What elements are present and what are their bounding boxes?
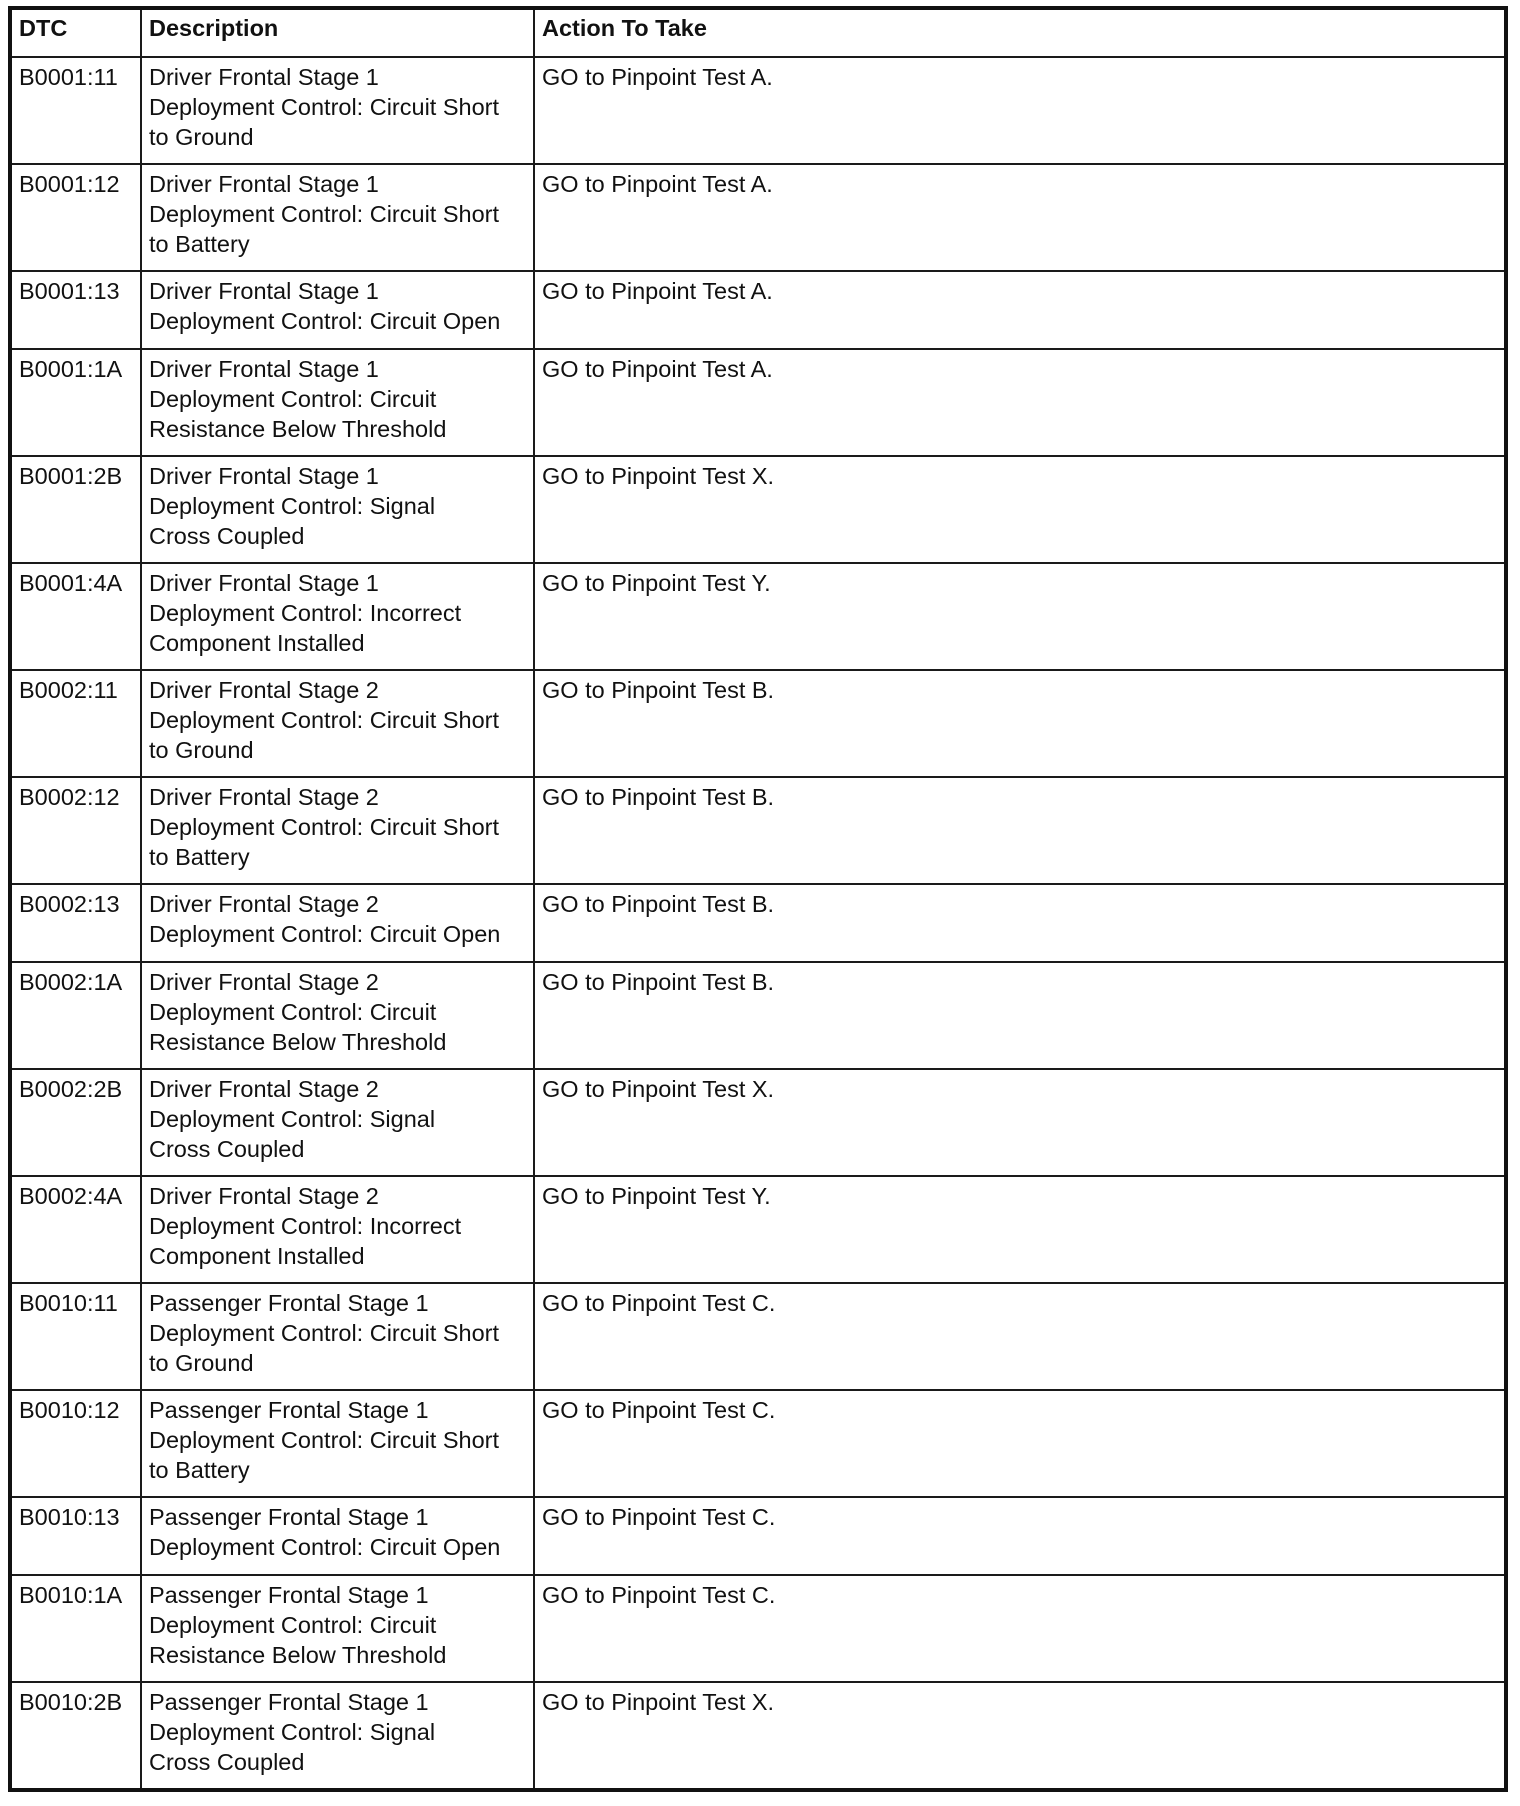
table-row: [10, 884, 1506, 962]
description-line: Passenger Frontal Stage 1: [149, 1397, 429, 1423]
description-line: Driver Frontal Stage 1: [149, 463, 379, 489]
dtc-description: [141, 1176, 534, 1283]
description-line: Deployment Control: Signal: [149, 1719, 436, 1745]
dtc-description: [141, 563, 534, 670]
dtc-code: B0001:4A: [10, 563, 141, 670]
dtc-action: GO to Pinpoint Test A.: [534, 349, 1506, 456]
dtc-action: GO to Pinpoint Test X.: [534, 1069, 1506, 1176]
dtc-code: B0010:11: [10, 1283, 141, 1390]
description-line: Deployment Control: Incorrect: [149, 1213, 462, 1239]
description-line: Deployment Control: Circuit Open: [149, 921, 501, 947]
dtc-code: B0002:12: [10, 777, 141, 884]
dtc-description: [141, 884, 534, 962]
description-line: Component Installed: [149, 1243, 365, 1269]
description-line: Cross Coupled: [149, 1749, 305, 1775]
table-row: [10, 962, 1506, 1069]
description-line: Deployment Control: Signal: [149, 493, 436, 519]
dtc-code: B0010:1A: [10, 1575, 141, 1682]
description-line: Deployment Control: Circuit Short: [149, 814, 500, 840]
dtc-code: B0002:11: [10, 670, 141, 777]
dtc-code: B0001:12: [10, 164, 141, 271]
table-row: [10, 1575, 1506, 1682]
dtc-description: [141, 1497, 534, 1575]
table-row: [10, 777, 1506, 884]
table-row: [10, 456, 1506, 563]
dtc-description: [141, 1390, 534, 1497]
dtc-action: GO to Pinpoint Test B.: [534, 962, 1506, 1069]
description-line: Driver Frontal Stage 2: [149, 784, 379, 810]
table-row: [10, 1497, 1506, 1575]
description-line: Passenger Frontal Stage 1: [149, 1689, 429, 1715]
table-row: [10, 1176, 1506, 1283]
table-row: [10, 164, 1506, 271]
dtc-description: [141, 1069, 534, 1176]
dtc-code: B0010:2B: [10, 1682, 141, 1790]
description-line: Driver Frontal Stage 1: [149, 570, 379, 596]
dtc-description: [141, 164, 534, 271]
table-row: [10, 349, 1506, 456]
dtc-description: [141, 349, 534, 456]
description-line: Driver Frontal Stage 1: [149, 64, 379, 90]
description-line: Deployment Control: Circuit Short: [149, 201, 500, 227]
description-line: Resistance Below Threshold: [149, 1029, 447, 1055]
description-line: Passenger Frontal Stage 1: [149, 1582, 429, 1608]
description-line: to Ground: [149, 737, 254, 763]
description-line: Resistance Below Threshold: [149, 1642, 447, 1668]
description-line: Driver Frontal Stage 1: [149, 278, 379, 304]
table-row: [10, 1069, 1506, 1176]
dtc-table: [8, 6, 1508, 1792]
description-line: Passenger Frontal Stage 1: [149, 1504, 429, 1530]
description-line: to Battery: [149, 1457, 250, 1483]
dtc-code: B0002:2B: [10, 1069, 141, 1176]
dtc-description: [141, 777, 534, 884]
table-row: [10, 1283, 1506, 1390]
description-line: Driver Frontal Stage 2: [149, 1183, 379, 1209]
table-row: [10, 1682, 1506, 1790]
dtc-code: B0002:1A: [10, 962, 141, 1069]
dtc-code: B0010:13: [10, 1497, 141, 1575]
table-row: [10, 271, 1506, 349]
table-row: [10, 57, 1506, 164]
description-line: Cross Coupled: [149, 523, 305, 549]
description-line: Deployment Control: Circuit Open: [149, 308, 501, 334]
description-line: Passenger Frontal Stage 1: [149, 1290, 429, 1316]
table-row: [10, 670, 1506, 777]
description-line: Driver Frontal Stage 2: [149, 891, 379, 917]
dtc-action: GO to Pinpoint Test A.: [534, 57, 1506, 164]
description-line: Driver Frontal Stage 2: [149, 969, 379, 995]
dtc-action: GO to Pinpoint Test X.: [534, 456, 1506, 563]
dtc-action: GO to Pinpoint Test X.: [534, 1682, 1506, 1790]
description-line: Driver Frontal Stage 2: [149, 677, 379, 703]
dtc-action: GO to Pinpoint Test B.: [534, 670, 1506, 777]
description-line: Deployment Control: Circuit Open: [149, 1534, 501, 1560]
table-body: [10, 57, 1506, 1790]
table-row: [10, 563, 1506, 670]
dtc-description: [141, 1575, 534, 1682]
dtc-code: B0002:4A: [10, 1176, 141, 1283]
dtc-code: B0001:2B: [10, 456, 141, 563]
header-description: Description: [141, 8, 534, 57]
dtc-code: B0002:13: [10, 884, 141, 962]
dtc-action: GO to Pinpoint Test C.: [534, 1390, 1506, 1497]
dtc-description: [141, 57, 534, 164]
dtc-action: GO to Pinpoint Test Y.: [534, 1176, 1506, 1283]
description-line: Deployment Control: Circuit Short: [149, 707, 500, 733]
header-dtc: DTC: [10, 8, 141, 57]
description-line: Deployment Control: Circuit: [149, 999, 437, 1025]
description-line: to Ground: [149, 124, 254, 150]
description-line: Driver Frontal Stage 2: [149, 1076, 379, 1102]
dtc-action: GO to Pinpoint Test A.: [534, 164, 1506, 271]
dtc-description: [141, 456, 534, 563]
dtc-action: GO to Pinpoint Test Y.: [534, 563, 1506, 670]
dtc-code: B0001:13: [10, 271, 141, 349]
description-line: Deployment Control: Circuit Short: [149, 94, 500, 120]
description-line: to Battery: [149, 231, 250, 257]
dtc-description: [141, 1283, 534, 1390]
dtc-code: B0001:1A: [10, 349, 141, 456]
description-line: Component Installed: [149, 630, 365, 656]
table-header-row: [10, 8, 1506, 57]
dtc-description: [141, 1682, 534, 1790]
description-line: to Battery: [149, 844, 250, 870]
dtc-table-container: [8, 6, 1508, 1792]
header-action: Action To Take: [534, 8, 1506, 57]
description-line: Deployment Control: Signal: [149, 1106, 436, 1132]
description-line: Resistance Below Threshold: [149, 416, 447, 442]
dtc-action: GO to Pinpoint Test B.: [534, 884, 1506, 962]
description-line: Deployment Control: Incorrect: [149, 600, 462, 626]
dtc-action: GO to Pinpoint Test C.: [534, 1575, 1506, 1682]
description-line: Cross Coupled: [149, 1136, 305, 1162]
dtc-description: [141, 271, 534, 349]
dtc-action: GO to Pinpoint Test A.: [534, 271, 1506, 349]
description-line: Deployment Control: Circuit: [149, 386, 437, 412]
description-line: to Ground: [149, 1350, 254, 1376]
dtc-description: [141, 670, 534, 777]
dtc-action: GO to Pinpoint Test C.: [534, 1283, 1506, 1390]
dtc-code: B0010:12: [10, 1390, 141, 1497]
dtc-code: B0001:11: [10, 57, 141, 164]
description-line: Deployment Control: Circuit: [149, 1612, 437, 1638]
description-line: Driver Frontal Stage 1: [149, 171, 379, 197]
dtc-action: GO to Pinpoint Test B.: [534, 777, 1506, 884]
description-line: Driver Frontal Stage 1: [149, 356, 379, 382]
dtc-description: [141, 962, 534, 1069]
dtc-action: GO to Pinpoint Test C.: [534, 1497, 1506, 1575]
table-row: [10, 1390, 1506, 1497]
description-line: Deployment Control: Circuit Short: [149, 1320, 500, 1346]
description-line: Deployment Control: Circuit Short: [149, 1427, 500, 1453]
